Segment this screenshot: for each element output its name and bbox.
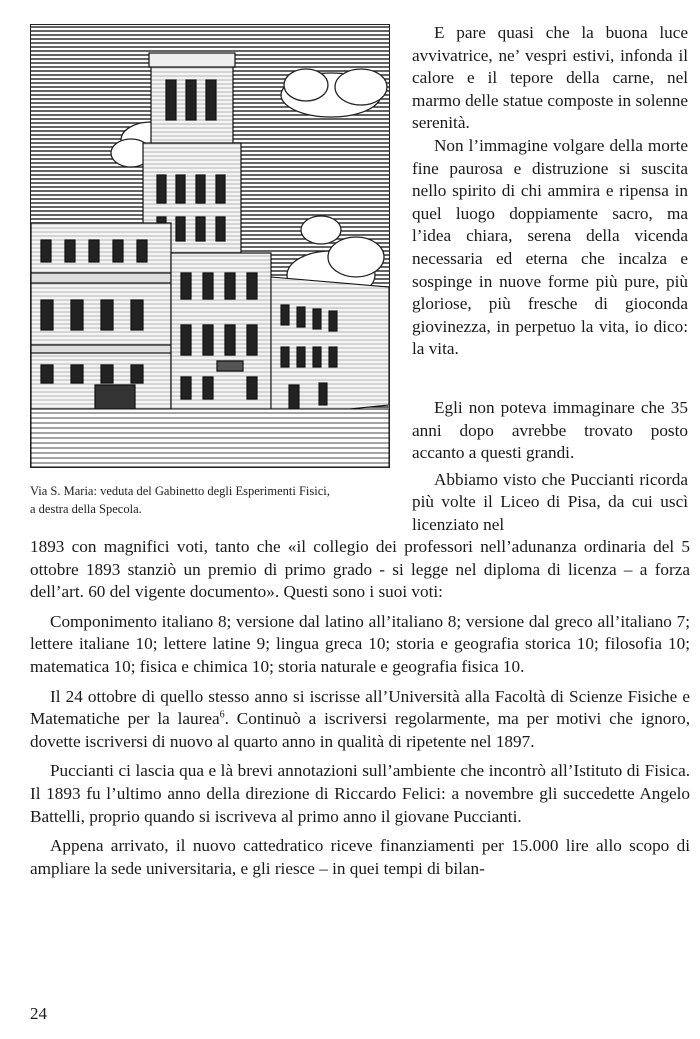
- paragraph-gap: [412, 361, 688, 397]
- text-span: Il 24 ottobre di quello stesso anno si iscrisse all’Università alla Facoltà di Scienze Fisiche e Matematiche per la laurea: [30, 686, 690, 729]
- main-body-text: [30, 536, 690, 887]
- paragraph-continuation: 1893 con magnifici voti, tanto che «il collegio dei professori nell’adunanza ordinaria del 5 ottobre 1893 stanziò un premio di primo grado - si legge nel diploma di licenza – a forza dell’art. 60 del vigente documento». Questi sono i suoi voti:: [30, 537, 690, 602]
- paragraph: [30, 686, 690, 754]
- paragraph: Appena arrivato, il nuovo cattedratico riceve finanziamenti per 15.000 lire allo scopo di ampliare la sede universitaria, e gli riesce – in quei tempi di bilan-: [30, 836, 690, 878]
- paragraph-grades-list: Componimento italiano 8; versione dal latino all’italiano 8; versione dal greco all’italiano 7; lettere italiane 10; lettere latine 9; lingua greca 10; storia e geografia storica 10; filosofia 10; matematica 10; fisica e chimica 10; storia naturale e geografia fisica 10.: [30, 611, 690, 676]
- paragraph-start: Abbiamo visto che Puccianti ricorda più volte il Liceo di Pisa, da cui uscì licenziato nel: [412, 469, 688, 534]
- text-span: . Continuò a iscriversi regolarmente, ma per motivi che ignoro, dovette iscriversi di nuovo al quarto anno in qualità di ripetente nel 1897.: [30, 709, 691, 751]
- engraving-figure: [30, 24, 390, 468]
- footnote-marker: 6: [219, 709, 225, 721]
- paragraph: E pare quasi che la buona luce avvivatrice, ne’ vespri estivi, infonda il calore e il tepore della carne, nel marmo delle statue composte in solenne serenità.: [412, 23, 688, 133]
- right-column-text: [412, 22, 688, 536]
- caption-line-1: Via S. Maria: veduta del Gabinetto degli Esperimenti Fisici,: [30, 484, 330, 498]
- paragraph: Egli non poteva immaginare che 35 anni dopo avrebbe trovato posto accanto a questi grandi.: [412, 397, 688, 463]
- caption-line-2: a destra della Specola.: [30, 502, 142, 516]
- paragraph: Non l’immagine volgare della morte fine paurosa e distruzione si suscita nello spirito di chi ammira e ripensa in quel luogo doppiamente sacro, ma l’idea chiara, serena della vicenda necessaria ed eterna che incalza e sospinge in nuove forme più pure, più gloriose, più fresche di gioconda giovinezza, in perpetuo la vita, io dico: la vita.: [412, 135, 688, 359]
- paragraph: Puccianti ci lascia qua e là brevi annotazioni sull’ambiente che incontrò all’Istituto di Fisica. Il 1893 fu l’ultimo anno della direzione di Riccardo Felici: a novembre gli succedette Angelo Battelli, proprio quando si iscriveva al primo anno il giovane Puccianti.: [30, 761, 690, 826]
- page-number: 24: [30, 1004, 47, 1023]
- figure-caption: [30, 482, 392, 518]
